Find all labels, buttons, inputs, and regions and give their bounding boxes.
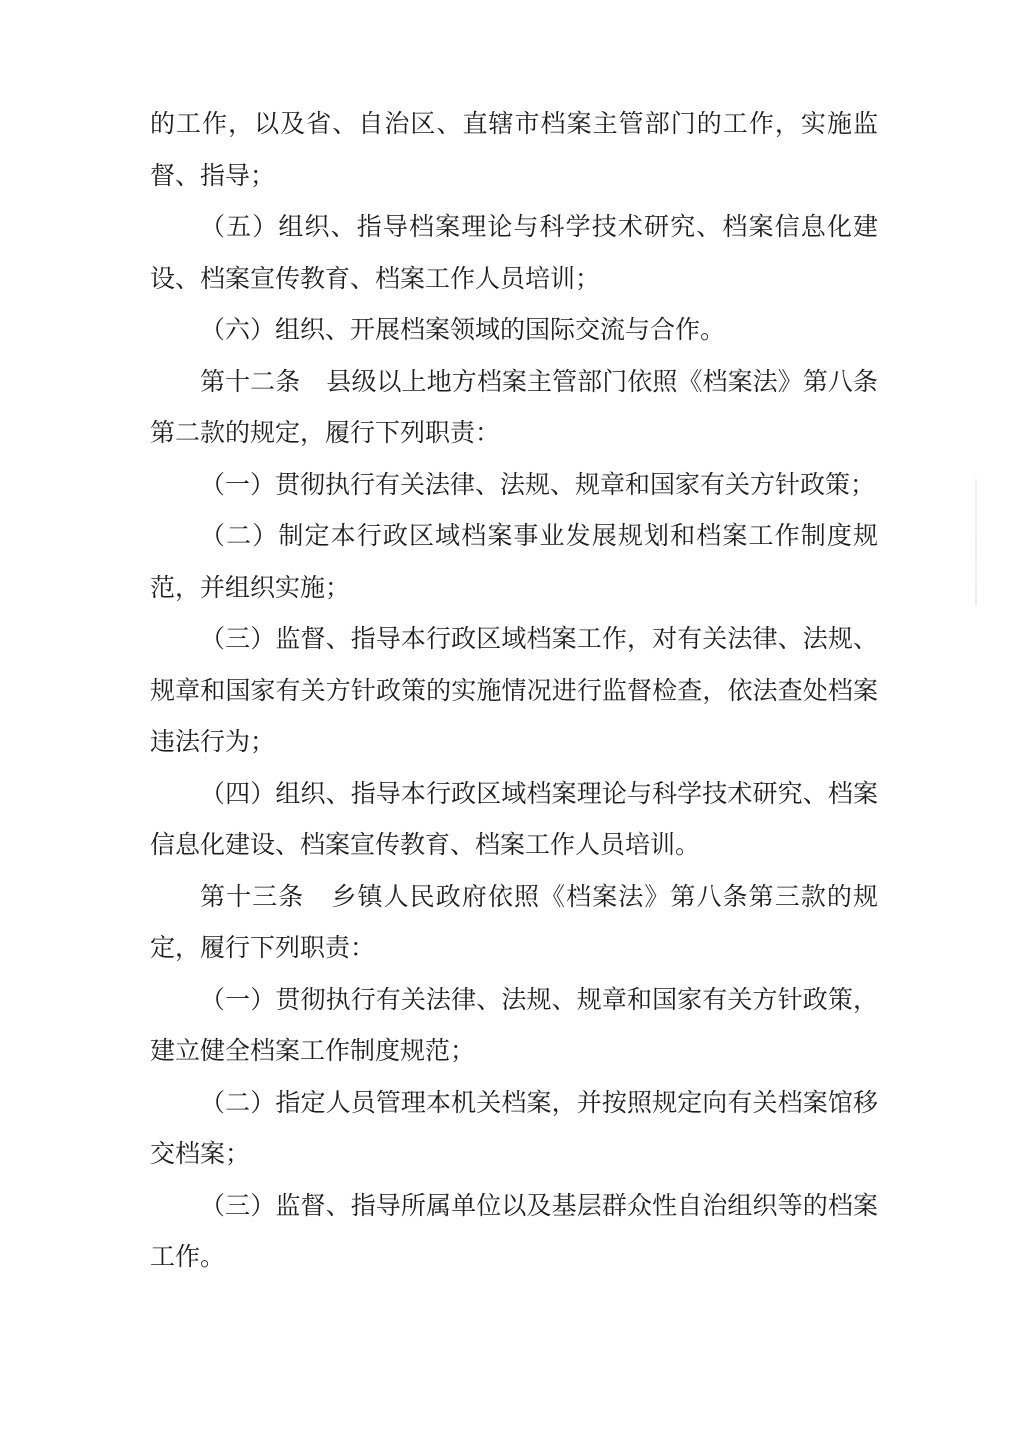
article-12-item-2: （二）制定本行政区域档案事业发展规划和档案工作制度规范，并组织实施；	[150, 521, 878, 602]
paragraph-continuation: 的工作，以及省、自治区、直辖市档案主管部门的工作，实施监督、指导；	[150, 109, 878, 190]
article-13-item-2: （二）指定人员管理本机关档案，并按照规定向有关档案馆移交档案；	[150, 1087, 878, 1168]
article-13-item-1: （一）贯彻执行有关法律、法规、规章和国家有关方针政策，建立健全档案工作制度规范；	[150, 984, 878, 1065]
article-12-item-1: （一）贯彻执行有关法律、法规、规章和国家有关方针政策；	[200, 469, 876, 499]
article-12-item-3: （三）监督、指导本行政区域档案工作，对有关法律、法规、规章和国家有关方针政策的实施情况进行监督检查，依法查处档案违法行为；	[150, 624, 878, 756]
article-13-item-3: （三）监督、指导所属单位以及基层群众性自治组织等的档案工作。	[150, 1190, 878, 1271]
article-13	[150, 871, 878, 974]
paragraph-item-six: （六）组织、开展档案领域的国际交流与合作。	[200, 315, 726, 344]
article-13-number: 第十三条	[200, 881, 305, 911]
article-12-number: 第十二条	[200, 366, 301, 396]
article-13-text: 乡镇人民政府依照《档案法》第八条第三款的规定，履行下列职责：	[150, 881, 878, 962]
article-12	[150, 356, 878, 459]
document-body	[150, 98, 878, 1283]
article-12-item-4: （四）组织、指导本行政区域档案理论与科学技术研究、档案信息化建设、档案宣传教育、档案工作人员培训。	[150, 778, 878, 859]
article-12-text: 县级以上地方档案主管部门依照《档案法》第八条第二款的规定，履行下列职责：	[150, 366, 878, 447]
scan-edge-mark	[975, 478, 977, 606]
paragraph-item-five: （五）组织、指导档案理论与科学技术研究、档案信息化建设、档案宣传教育、档案工作人员培训；	[150, 212, 878, 293]
